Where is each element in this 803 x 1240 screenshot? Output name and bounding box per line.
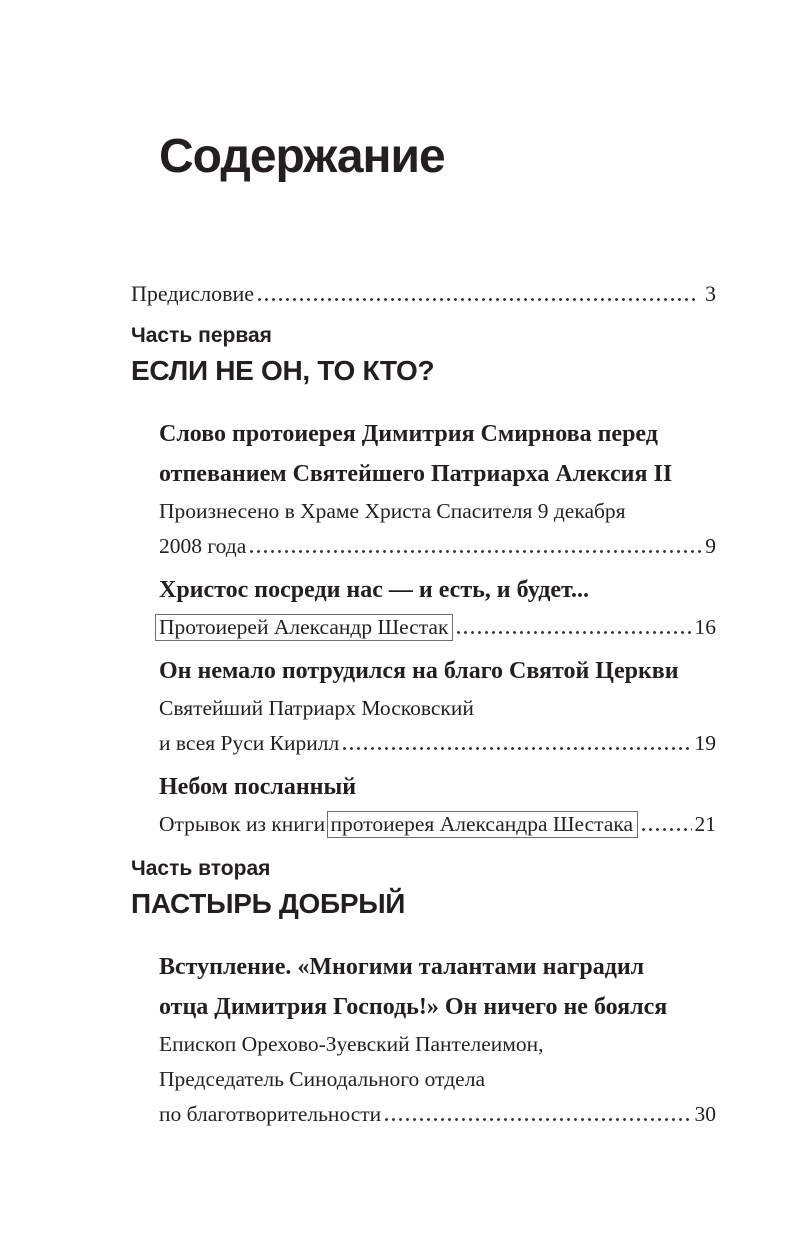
- text-segment: Христос посреди нас — и есть, и будет...: [159, 577, 589, 603]
- text-segment: отпеванием Святейшего Патриарха Алексия II: [159, 461, 673, 487]
- toc-list: [131, 279, 716, 1132]
- part-header: [131, 323, 716, 388]
- text-segment: Он немало потрудился на благо Святой Церкви: [159, 658, 679, 684]
- toc-text: [131, 279, 254, 309]
- toc-line: [159, 1027, 716, 1062]
- part-title: ПАСТЫРЬ ДОБРЫЙ: [131, 888, 406, 919]
- toc-line: [159, 529, 716, 564]
- page-number: 19: [694, 731, 716, 755]
- page-title: Содержание: [159, 130, 445, 183]
- toc-line: [159, 807, 716, 842]
- text-segment: Слово протоиерея Димитрия Смирнова перед: [159, 421, 658, 447]
- toc-line: [159, 610, 716, 645]
- toc-entry: [131, 279, 716, 309]
- toc-text: [159, 494, 626, 529]
- part-header: [131, 856, 716, 921]
- toc-line: [159, 947, 716, 987]
- page-number: 30: [694, 1102, 716, 1126]
- text-segment: Председатель Синодального отдела: [159, 1067, 485, 1091]
- toc-line: [131, 279, 716, 309]
- dot-leader: [385, 1118, 691, 1121]
- toc-content: [131, 131, 716, 1132]
- toc-entry: [159, 767, 716, 842]
- text-segment: 2008 года: [159, 534, 247, 558]
- toc-text: [159, 947, 644, 987]
- toc-line: [159, 1062, 716, 1097]
- toc-text: [159, 1027, 544, 1062]
- toc-line: [159, 454, 716, 494]
- text-segment: Отрывок из книги: [159, 812, 331, 836]
- text-segment: отца Димитрия Господь!» Он ничего не боялся: [159, 994, 668, 1020]
- toc-line: [159, 1097, 716, 1132]
- text-segment: Вступление. «Многими талантами наградил: [159, 954, 645, 980]
- dot-leader: [457, 631, 691, 634]
- link-annotation-box[interactable]: Протоиерей Александр Шестак: [155, 614, 453, 641]
- dot-leader: [250, 550, 702, 553]
- toc-line: [159, 651, 716, 691]
- toc-text: [159, 767, 356, 807]
- toc-text: [159, 570, 589, 610]
- toc-line: [159, 726, 716, 761]
- toc-text: [159, 414, 658, 454]
- link-annotation-box[interactable]: протоиерея Александра Шестака: [327, 811, 639, 838]
- toc-text: [159, 1097, 381, 1132]
- toc-entry: [159, 651, 716, 761]
- page-number: 21: [694, 812, 716, 836]
- toc-entry: [159, 414, 716, 564]
- toc-text: [159, 987, 667, 1027]
- toc-line: [159, 414, 716, 454]
- toc-line: [159, 987, 716, 1027]
- text-segment: Епископ Орехово-Зуевский Пантелеимон,: [159, 1032, 544, 1056]
- dot-leader: [642, 828, 691, 831]
- dot-leader: [258, 298, 696, 301]
- toc-entry: [159, 570, 716, 645]
- part-title: ЕСЛИ НЕ ОН, ТО КТО?: [131, 355, 435, 386]
- text-segment: Святейший Патриарх Московский: [159, 696, 474, 720]
- text-segment: по благотворительности: [159, 1102, 382, 1126]
- page-number: 3: [705, 281, 716, 306]
- toc-text: [159, 454, 672, 494]
- toc-line: [159, 570, 716, 610]
- part-label: Часть первая: [131, 324, 272, 347]
- toc-text: [159, 691, 474, 726]
- toc-text: [159, 651, 679, 691]
- text-segment: Произнесено в Храме Христа Спасителя 9 декабря: [159, 499, 626, 523]
- toc-text: [159, 726, 339, 761]
- page-number: 16: [694, 615, 716, 639]
- toc-text: [159, 610, 453, 645]
- toc-line: [159, 494, 716, 529]
- part-label: Часть вторая: [131, 857, 271, 880]
- toc-text: [159, 529, 246, 564]
- toc-line: [159, 691, 716, 726]
- toc-text: [159, 807, 638, 842]
- text-segment: Предисловие: [131, 281, 254, 306]
- text-segment: и всея Руси Кирилл: [159, 731, 340, 755]
- text-segment: Небом посланный: [159, 774, 357, 800]
- page-number: 9: [705, 534, 716, 558]
- toc-text: [159, 1062, 485, 1097]
- toc-entry: [159, 947, 716, 1132]
- dot-leader: [343, 747, 691, 750]
- toc-line: [159, 767, 716, 807]
